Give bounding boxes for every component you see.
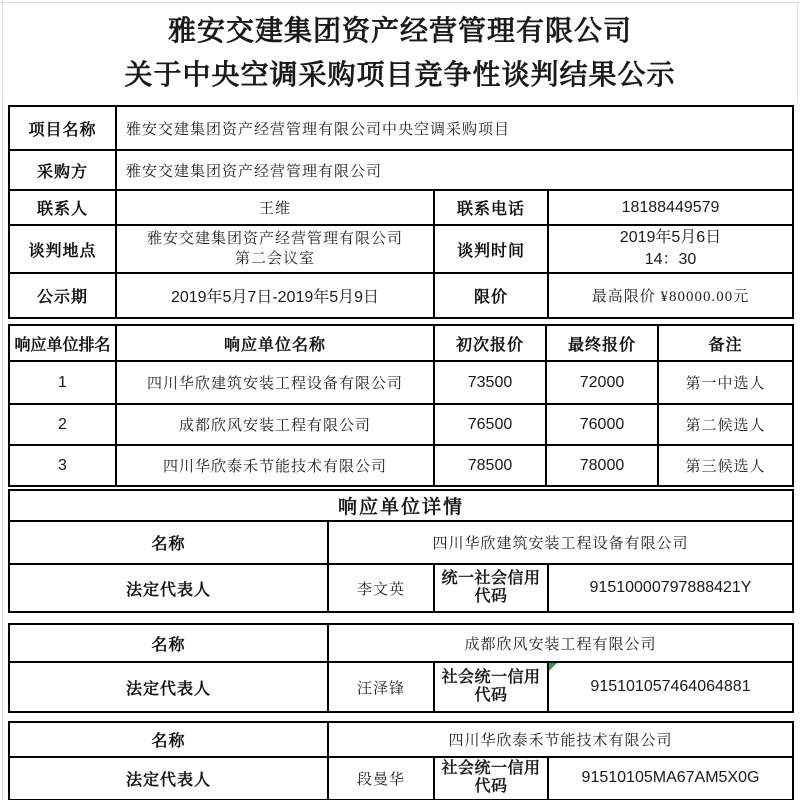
rank-cell: 2 <box>9 404 116 445</box>
project-name-value: 雅安交建集团资产经营管理有限公司中央空调采购项目 <box>116 106 793 150</box>
limit-label: 限价 <box>434 273 548 318</box>
bidders-table <box>8 324 794 487</box>
venue-value <box>116 225 434 273</box>
project-info-table <box>8 105 794 319</box>
remark-cell: 第一中选人 <box>658 361 793 404</box>
bidder-name-cell: 四川华欣泰禾节能技术有限公司 <box>116 445 434 486</box>
details-block-3 <box>8 721 794 800</box>
first-offer-cell: 76500 <box>434 404 546 445</box>
gridline-left <box>2 0 3 800</box>
credit-code-value: 91510105MA67AM5X0G <box>548 757 793 800</box>
table-row <box>9 225 793 273</box>
legal-rep-value: 汪泽锋 <box>328 662 434 712</box>
final-offer-header: 最终报价 <box>546 325 658 361</box>
company-name-label: 名称 <box>9 624 328 662</box>
final-offer-cell: 72000 <box>546 361 658 404</box>
period-value: 2019年5月7日-2019年5月9日 <box>116 273 434 318</box>
table-row <box>9 722 793 757</box>
document-title-line2: 关于中央空调采购项目竞争性谈判结果公示 <box>124 60 676 91</box>
table-row <box>9 564 793 612</box>
phone-value: 18188449579 <box>548 190 793 225</box>
final-offer-cell: 78000 <box>546 445 658 486</box>
remark-header: 备注 <box>658 325 793 361</box>
cell-flag-triangle-icon <box>549 663 557 671</box>
phone-label: 联系电话 <box>434 190 548 225</box>
table-row <box>9 757 793 800</box>
limit-value: 最高限价 ¥80000.00元 <box>548 273 793 318</box>
credit-code-value: 91510000797888421Y <box>548 564 793 612</box>
company-name-value: 成都欣风安装工程有限公司 <box>328 624 793 662</box>
rank-cell: 1 <box>9 361 116 404</box>
company-name-label: 名称 <box>9 521 328 564</box>
bidder-name-header: 响应单位名称 <box>116 325 434 361</box>
first-offer-cell: 78500 <box>434 445 546 486</box>
time-value-line2: 14：30 <box>644 251 697 268</box>
remark-cell: 第三候选人 <box>658 445 793 486</box>
time-value-line1: 2019年5月6日 <box>619 229 722 247</box>
credit-code-label-line2: 代码 <box>474 687 508 704</box>
table-row <box>9 273 793 318</box>
credit-code-label <box>434 662 548 712</box>
table-row <box>9 150 793 190</box>
time-value <box>548 225 793 273</box>
rank-cell: 3 <box>9 445 116 486</box>
remark-cell: 第二候选人 <box>658 404 793 445</box>
time-label: 谈判时间 <box>434 225 548 273</box>
table-row <box>9 521 793 564</box>
first-offer-cell: 73500 <box>434 361 546 404</box>
company-name-value: 四川华欣建筑安装工程设备有限公司 <box>328 521 793 564</box>
credit-code-label-line2: 代码 <box>474 778 508 796</box>
document-title-line1: 雅安交建集团资产经营管理有限公司 <box>167 16 632 47</box>
table-row <box>9 445 793 486</box>
buyer-label: 采购方 <box>9 150 116 190</box>
table-row <box>9 404 793 445</box>
credit-code-text: 915101057464064881 <box>590 678 751 695</box>
company-name-label: 名称 <box>9 722 328 757</box>
document-title <box>2 2 798 102</box>
legal-rep-value: 段曼华 <box>328 757 434 800</box>
bidders-header-row <box>9 325 793 361</box>
table-row <box>9 662 793 712</box>
final-offer-cell: 76000 <box>546 404 658 445</box>
contact-value: 王维 <box>116 190 434 225</box>
credit-code-label <box>434 757 548 800</box>
buyer-value: 雅安交建集团资产经营管理有限公司 <box>116 150 793 190</box>
venue-label: 谈判地点 <box>9 225 116 273</box>
contact-label: 联系人 <box>9 190 116 225</box>
credit-code-label <box>434 564 548 612</box>
legal-rep-label: 法定代表人 <box>9 662 328 712</box>
credit-code-label-line1: 社会统一信用 <box>441 668 541 686</box>
details-block-2 <box>8 623 794 713</box>
rank-header: 响应单位排名 <box>9 325 116 361</box>
credit-code-value <box>548 662 793 712</box>
legal-rep-label: 法定代表人 <box>9 757 328 800</box>
credit-code-label-line2: 代码 <box>474 588 508 605</box>
details-section-title: 响应单位详情 <box>9 490 793 521</box>
table-row <box>9 361 793 404</box>
credit-code-label-line1: 统一社会信用 <box>441 569 541 587</box>
credit-code-label-line1: 社会统一信用 <box>441 760 541 777</box>
venue-value-line2: 第二会议室 <box>234 251 315 267</box>
bidder-name-cell: 四川华欣建筑安装工程设备有限公司 <box>116 361 434 404</box>
period-label: 公示期 <box>9 273 116 318</box>
venue-value-line1: 雅安交建集团资产经营管理有限公司 <box>146 230 403 247</box>
legal-rep-label: 法定代表人 <box>9 564 328 612</box>
details-block-1 <box>8 489 794 613</box>
first-offer-header: 初次报价 <box>434 325 546 361</box>
details-section-header-row <box>9 490 793 521</box>
legal-rep-value: 李文英 <box>328 564 434 612</box>
table-row <box>9 624 793 662</box>
company-name-value: 四川华欣泰禾节能技术有限公司 <box>328 722 793 757</box>
bidder-name-cell: 成都欣风安装工程有限公司 <box>116 404 434 445</box>
table-row <box>9 106 793 150</box>
project-name-label: 项目名称 <box>9 106 116 150</box>
table-row <box>9 190 793 225</box>
